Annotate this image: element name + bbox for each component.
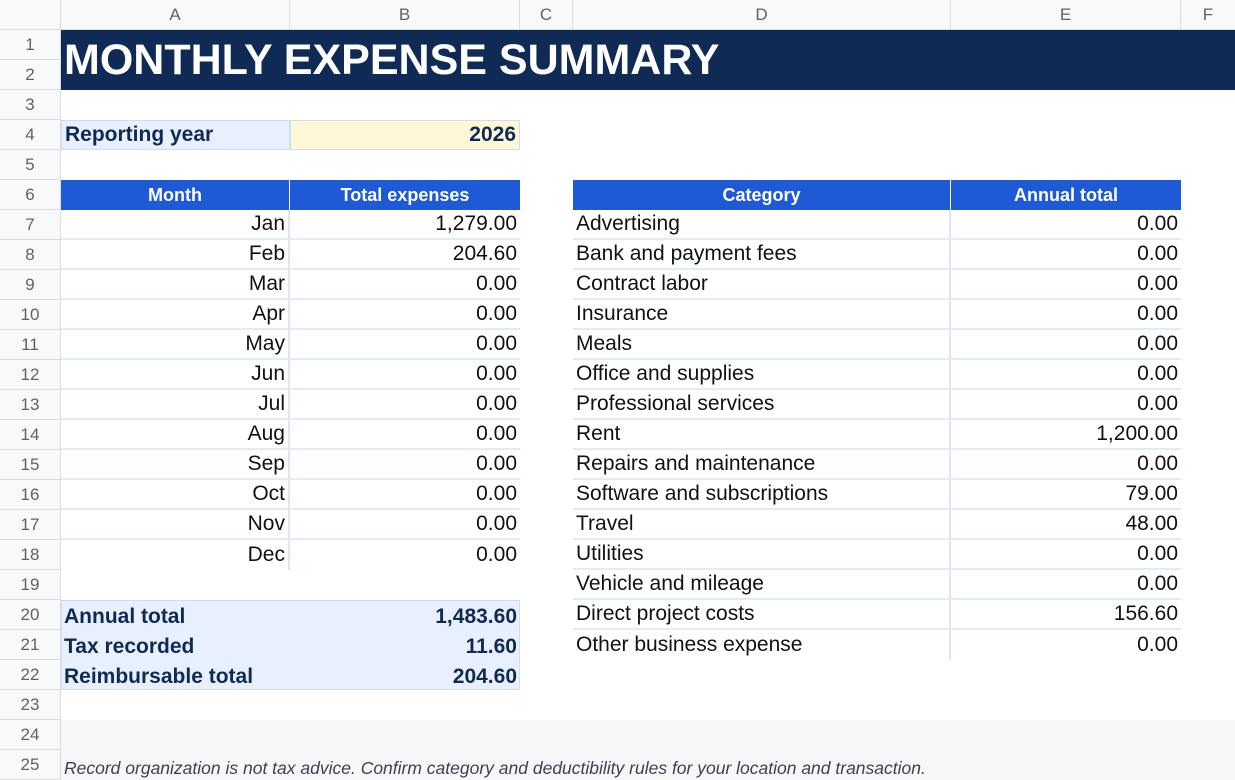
category-cell[interactable]: Rent (573, 420, 951, 450)
category-cell[interactable]: Professional services (573, 390, 951, 420)
column-header-a[interactable]: A (61, 0, 290, 30)
month-total-cell[interactable]: 1,279.00 (290, 210, 520, 240)
category-total-cell[interactable]: 0.00 (951, 210, 1181, 240)
category-cell[interactable]: Bank and payment fees (573, 240, 951, 270)
month-column-header[interactable]: Month (61, 180, 290, 210)
month-cell[interactable]: Feb (61, 240, 290, 270)
row-header[interactable]: 6 (0, 180, 61, 210)
disclaimer-note[interactable]: Record organization is not tax advice. Confirm category and deductibility rules for your location and transaction. (64, 758, 926, 778)
row-header[interactable]: 18 (0, 540, 61, 570)
month-cell[interactable]: Dec (61, 540, 290, 570)
month-cell[interactable]: May (61, 330, 290, 360)
column-header-f[interactable]: F (1181, 0, 1235, 30)
annual-total-value[interactable]: 1,483.60 (435, 605, 517, 628)
row-header[interactable]: 17 (0, 510, 61, 540)
category-total-cell[interactable]: 0.00 (951, 270, 1181, 300)
row-header[interactable]: 4 (0, 120, 61, 150)
month-total-cell[interactable]: 0.00 (290, 420, 520, 450)
category-total-cell[interactable]: 156.60 (951, 600, 1181, 630)
row-header[interactable]: 24 (0, 720, 61, 750)
column-header-b[interactable]: B (290, 0, 520, 30)
month-total-cell[interactable]: 0.00 (290, 480, 520, 510)
row-header[interactable]: 19 (0, 570, 61, 600)
category-cell[interactable]: Other business expense (573, 630, 951, 660)
annual-total-column-header[interactable]: Annual total (951, 180, 1181, 210)
category-cell[interactable]: Utilities (573, 540, 951, 570)
month-total-cell[interactable]: 0.00 (290, 450, 520, 480)
row-header[interactable]: 21 (0, 630, 61, 660)
month-cell[interactable]: Apr (61, 300, 290, 330)
category-total-cell[interactable]: 0.00 (1137, 633, 1178, 656)
category-cell[interactable]: Advertising (573, 210, 951, 240)
column-header-c[interactable]: C (520, 0, 573, 30)
row-header[interactable]: 8 (0, 240, 61, 270)
category-cell[interactable]: Office and supplies (573, 360, 951, 390)
month-total-cell[interactable]: 204.60 (290, 240, 520, 270)
reporting-year-input[interactable]: 2026 (290, 120, 520, 150)
row-header[interactable]: 12 (0, 360, 61, 390)
tax-recorded-value[interactable]: 11.60 (465, 635, 517, 658)
sheet-title[interactable]: MONTHLY EXPENSE SUMMARY (61, 30, 1235, 90)
category-cell[interactable]: Meals (573, 330, 951, 360)
row-header[interactable]: 11 (0, 330, 61, 360)
category-cell[interactable]: Software and subscriptions (573, 480, 951, 510)
annual-total-label[interactable]: Annual total (64, 605, 186, 628)
category-total-cell[interactable]: 48.00 (951, 510, 1181, 540)
row-header[interactable]: 5 (0, 150, 61, 180)
category-cell[interactable]: Direct project costs (573, 600, 951, 630)
category-total-cell[interactable]: 0.00 (951, 360, 1181, 390)
month-total-cell[interactable]: 0.00 (476, 543, 517, 566)
row-header[interactable]: 23 (0, 690, 61, 720)
category-total-cell[interactable]: 0.00 (951, 570, 1181, 600)
category-cell[interactable]: Contract labor (573, 270, 951, 300)
month-total-cell[interactable]: 0.00 (290, 360, 520, 390)
category-column-header[interactable]: Category (573, 180, 951, 210)
month-cell[interactable]: Nov (61, 510, 290, 540)
row-header[interactable]: 9 (0, 270, 61, 300)
row-header[interactable]: 14 (0, 420, 61, 450)
category-cell[interactable]: Repairs and maintenance (573, 450, 951, 480)
category-cell[interactable]: Insurance (573, 300, 951, 330)
row-header[interactable]: 22 (0, 660, 61, 690)
select-all-corner[interactable] (0, 0, 61, 30)
reimbursable-total-label[interactable]: Reimbursable total (64, 665, 254, 688)
reporting-year-label[interactable]: Reporting year (61, 120, 290, 150)
row-header[interactable]: 16 (0, 480, 61, 510)
category-total-cell[interactable]: 0.00 (951, 240, 1181, 270)
month-total-cell[interactable]: 0.00 (290, 510, 520, 540)
month-cell[interactable]: Jun (61, 360, 290, 390)
category-cell[interactable]: Vehicle and mileage (573, 570, 951, 600)
month-total-cell[interactable]: 0.00 (290, 270, 520, 300)
column-header-e[interactable]: E (951, 0, 1181, 30)
row-header[interactable]: 25 (0, 750, 61, 780)
category-total-cell[interactable]: 79.00 (951, 480, 1181, 510)
row-header[interactable]: 13 (0, 390, 61, 420)
category-total-cell[interactable]: 1,200.00 (951, 420, 1181, 450)
month-cell[interactable]: Sep (61, 450, 290, 480)
month-total-cell[interactable]: 0.00 (290, 390, 520, 420)
category-total-cell[interactable]: 0.00 (951, 300, 1181, 330)
row-header[interactable]: 1 (0, 30, 61, 60)
month-cell[interactable]: Mar (61, 270, 290, 300)
category-total-cell[interactable]: 0.00 (951, 450, 1181, 480)
tax-recorded-label[interactable]: Tax recorded (64, 635, 195, 658)
row-header[interactable]: 2 (0, 60, 61, 90)
row-header[interactable]: 3 (0, 90, 61, 120)
month-cell[interactable]: Oct (61, 480, 290, 510)
month-cell[interactable]: Jan (61, 210, 290, 240)
row-header[interactable]: 15 (0, 450, 61, 480)
month-total-cell[interactable]: 0.00 (290, 330, 520, 360)
total-expenses-column-header[interactable]: Total expenses (290, 180, 520, 210)
month-cell[interactable]: Aug (61, 420, 290, 450)
reimbursable-total-value[interactable]: 204.60 (452, 665, 517, 688)
row-header[interactable]: 7 (0, 210, 61, 240)
row-header[interactable]: 20 (0, 600, 61, 630)
category-total-cell[interactable]: 0.00 (951, 390, 1181, 420)
category-total-cell[interactable]: 0.00 (951, 330, 1181, 360)
row-header[interactable]: 10 (0, 300, 61, 330)
month-cell[interactable]: Jul (61, 390, 290, 420)
column-header-d[interactable]: D (573, 0, 951, 30)
category-cell[interactable]: Travel (573, 510, 951, 540)
month-total-cell[interactable]: 0.00 (290, 300, 520, 330)
category-total-cell[interactable]: 0.00 (951, 540, 1181, 570)
